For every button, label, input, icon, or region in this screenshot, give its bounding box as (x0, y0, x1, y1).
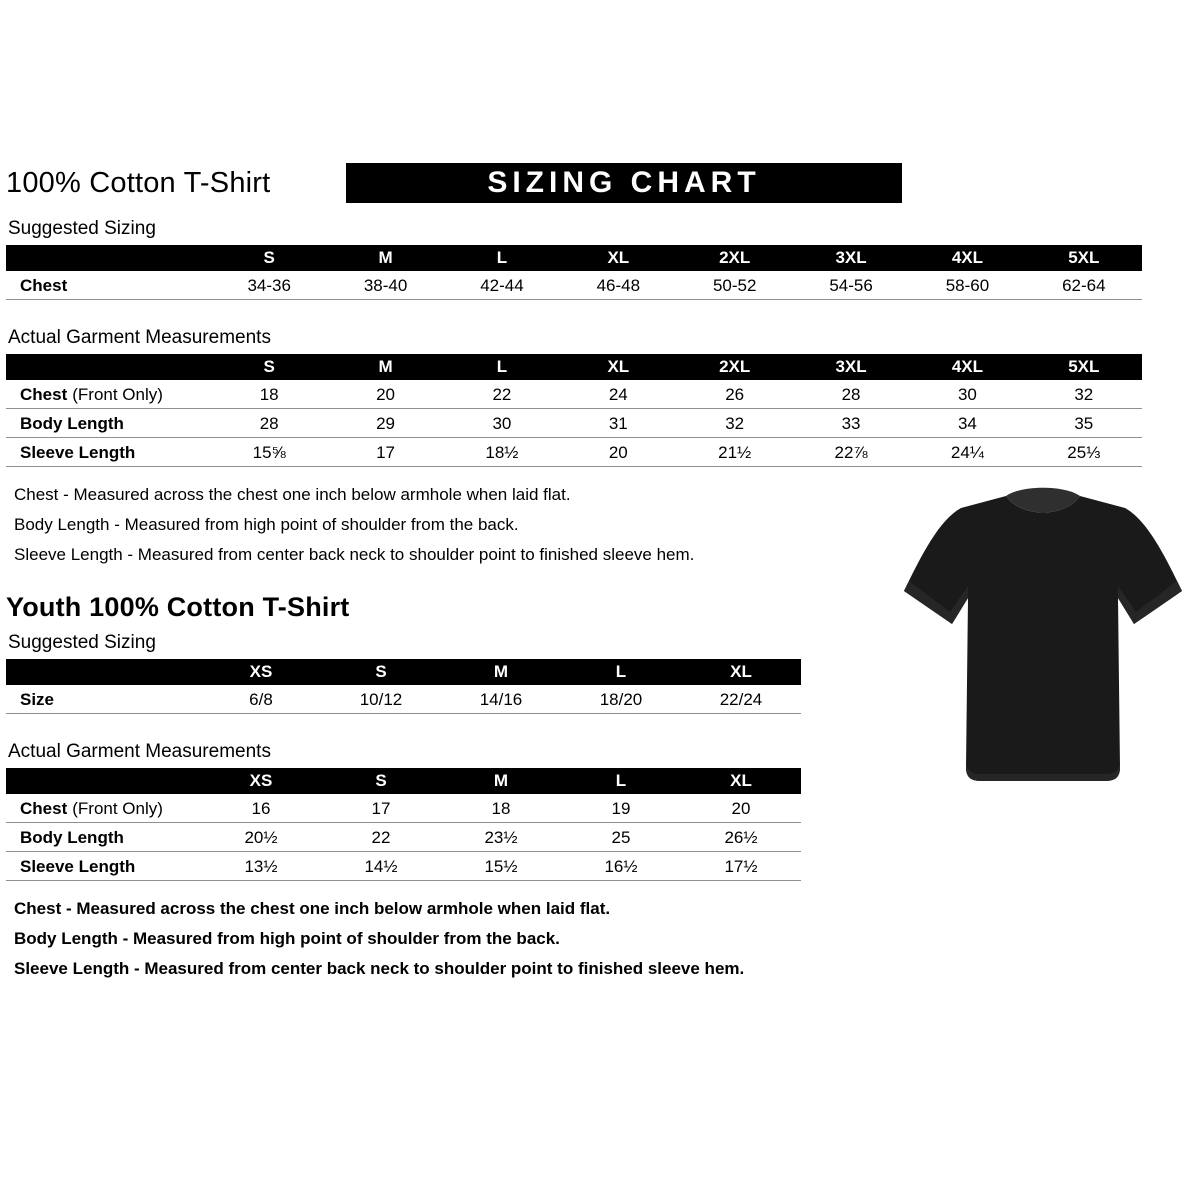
measure-cell: 20 (731, 799, 751, 818)
measure-cell: 21½ (718, 443, 752, 462)
size-header-cell: XS (249, 771, 273, 790)
adult-garment-table (6, 354, 1142, 467)
measure-cell: 18 (259, 385, 279, 404)
measure-cell: 17 (371, 799, 391, 818)
measure-cell: 30 (957, 385, 977, 404)
size-header-cell: S (375, 771, 387, 790)
measure-cell: 18/20 (599, 690, 643, 709)
youth-suggested-label: Suggested Sizing (8, 632, 156, 653)
adult-garment-label: Actual Garment Measurements (8, 327, 271, 348)
size-header-cell: S (263, 357, 275, 376)
row-label-cell (6, 409, 211, 438)
measure-cell: 16 (251, 799, 271, 818)
size-header-cell: 3XL (835, 248, 867, 267)
row-label: Chest (20, 276, 68, 295)
measure-cell: 20½ (244, 828, 278, 847)
measure-cell: 30 (492, 414, 512, 433)
measure-cell: 24¼ (950, 443, 984, 462)
measure-cell: 62-64 (1062, 276, 1106, 295)
measure-cell: 19 (611, 799, 631, 818)
size-header-cell: L (615, 771, 627, 790)
tshirt-product-image (893, 474, 1193, 819)
measure-cell: 20 (608, 443, 628, 462)
youth-garment-chest-row (6, 794, 801, 823)
measure-cell: 31 (608, 414, 628, 433)
row-label: Sleeve Length (20, 443, 136, 462)
measure-cell: 10/12 (359, 690, 403, 709)
adult-suggested-table (6, 245, 1142, 300)
adult-garment-chest-row (6, 380, 1142, 409)
measure-cell: 28 (841, 385, 861, 404)
measure-cell: 23½ (484, 828, 518, 847)
measure-cell: 6/8 (249, 690, 273, 709)
measure-cell: 38-40 (363, 276, 408, 295)
adult-garment-header-row (6, 354, 1142, 380)
row-label-cell (6, 794, 201, 823)
row-label: Sleeve Length (20, 857, 136, 876)
measure-cell: 32 (725, 414, 745, 433)
row-label-suffix: (Front Only) (72, 385, 163, 404)
note-body-length: Body Length - Measured from high point of shoulder from the back. (14, 515, 519, 534)
measure-cell: 18 (491, 799, 511, 818)
row-label: Size (20, 690, 55, 709)
corner-cell (6, 354, 211, 380)
measure-cell: 34 (957, 414, 977, 433)
measure-cell: 14/16 (479, 690, 523, 709)
measure-cell: 28 (259, 414, 279, 433)
measure-cell: 13½ (244, 857, 278, 876)
adult-suggested-header-row (6, 245, 1142, 271)
row-label-suffix: (Front Only) (72, 799, 163, 818)
size-header-cell: L (496, 357, 508, 376)
adult-suggested-label: Suggested Sizing (8, 218, 156, 239)
measure-cell: 29 (376, 414, 396, 433)
youth-garment-body-length-row (6, 823, 801, 852)
size-header-cell: S (263, 248, 275, 267)
row-label-cell (6, 852, 201, 881)
size-header-cell: M (378, 357, 393, 376)
size-header-cell: 5XL (1068, 248, 1100, 267)
note-chest: Chest - Measured across the chest one inch below armhole when laid flat. (14, 899, 611, 918)
youth-garment-header-row (6, 768, 801, 794)
size-header-cell: XS (249, 662, 273, 681)
note-sleeve-length: Sleeve Length - Measured from center back neck to shoulder point to finished sleeve hem. (14, 545, 695, 564)
youth-suggested-size-row (6, 685, 801, 714)
measure-cell: 26½ (724, 828, 758, 847)
youth-notes (6, 894, 1200, 984)
youth-title: Youth 100% Cotton T-Shirt (6, 592, 350, 622)
note-chest: Chest - Measured across the chest one inch below armhole when laid flat. (14, 485, 571, 504)
size-header-cell: 2XL (719, 357, 751, 376)
size-header-cell: M (493, 662, 509, 681)
corner-cell (6, 659, 201, 685)
measure-cell: 22 (492, 385, 512, 404)
sizing-chart-banner: SIZING CHART (346, 163, 902, 203)
size-header-cell: 2XL (719, 248, 751, 267)
measure-cell: 42-44 (480, 276, 524, 295)
tshirt-graphic (893, 474, 1193, 814)
page-title: 100% Cotton T-Shirt (6, 167, 271, 199)
measure-cell: 20 (376, 385, 396, 404)
size-header-cell: XL (730, 662, 752, 681)
youth-garment-table (6, 768, 801, 881)
size-header-cell: 5XL (1068, 357, 1100, 376)
measure-cell: 46-48 (596, 276, 641, 295)
measure-cell: 15½ (484, 857, 518, 876)
size-header-cell: 3XL (835, 357, 867, 376)
measure-cell: 25 (611, 828, 631, 847)
row-label-cell (6, 380, 211, 409)
measure-cell: 22 (371, 828, 391, 847)
measure-cell: 50-52 (712, 276, 757, 295)
size-header-cell: 4XL (951, 357, 984, 376)
measure-cell: 17½ (724, 857, 758, 876)
measure-cell: 33 (841, 414, 861, 433)
row-label: Chest (20, 385, 68, 404)
measure-cell: 17 (376, 443, 396, 462)
measure-cell: 14½ (364, 857, 398, 876)
youth-garment-sleeve-length-row (6, 852, 801, 881)
youth-suggested-header-row (6, 659, 801, 685)
row-label: Body Length (20, 414, 124, 433)
note-sleeve-length: Sleeve Length - Measured from center back neck to shoulder point to finished sleeve hem. (14, 959, 745, 978)
measure-cell: 22⅞ (834, 443, 868, 462)
row-label-cell (6, 685, 201, 714)
size-header-cell: S (375, 662, 387, 681)
page-header (6, 163, 1200, 209)
measure-cell: 24 (608, 385, 628, 404)
row-label-cell (6, 271, 211, 300)
youth-suggested-table (6, 659, 801, 714)
adult-garment-sleeve-length-row (6, 438, 1142, 467)
size-header-cell: L (615, 662, 627, 681)
row-label: Body Length (20, 828, 124, 847)
measure-cell: 34-36 (247, 276, 291, 295)
measure-cell: 32 (1074, 385, 1094, 404)
note-body-length: Body Length - Measured from high point of shoulder from the back. (14, 929, 560, 948)
adult-garment-body-length-row (6, 409, 1142, 438)
measure-cell: 58-60 (945, 276, 990, 295)
size-header-cell: XL (730, 771, 752, 790)
size-header-cell: M (378, 248, 393, 267)
youth-garment-label: Actual Garment Measurements (8, 741, 271, 762)
measure-cell: 26 (725, 385, 745, 404)
size-header-cell: L (496, 248, 508, 267)
row-label: Chest (20, 799, 68, 818)
size-header-cell: 4XL (951, 248, 984, 267)
size-header-cell: M (493, 771, 509, 790)
measure-cell: 25⅓ (1067, 443, 1101, 462)
corner-cell (6, 245, 211, 271)
measure-cell: 54-56 (829, 276, 873, 295)
size-header-cell: XL (607, 248, 630, 267)
row-label-cell (6, 823, 201, 852)
corner-cell (6, 768, 201, 794)
measure-cell: 16½ (604, 857, 638, 876)
measure-cell: 35 (1074, 414, 1094, 433)
measure-cell: 15⅝ (252, 443, 286, 462)
measure-cell: 18½ (485, 443, 519, 462)
measure-cell: 22/24 (719, 690, 763, 709)
size-header-cell: XL (607, 357, 630, 376)
adult-suggested-chest-row (6, 271, 1142, 300)
row-label-cell (6, 438, 211, 467)
